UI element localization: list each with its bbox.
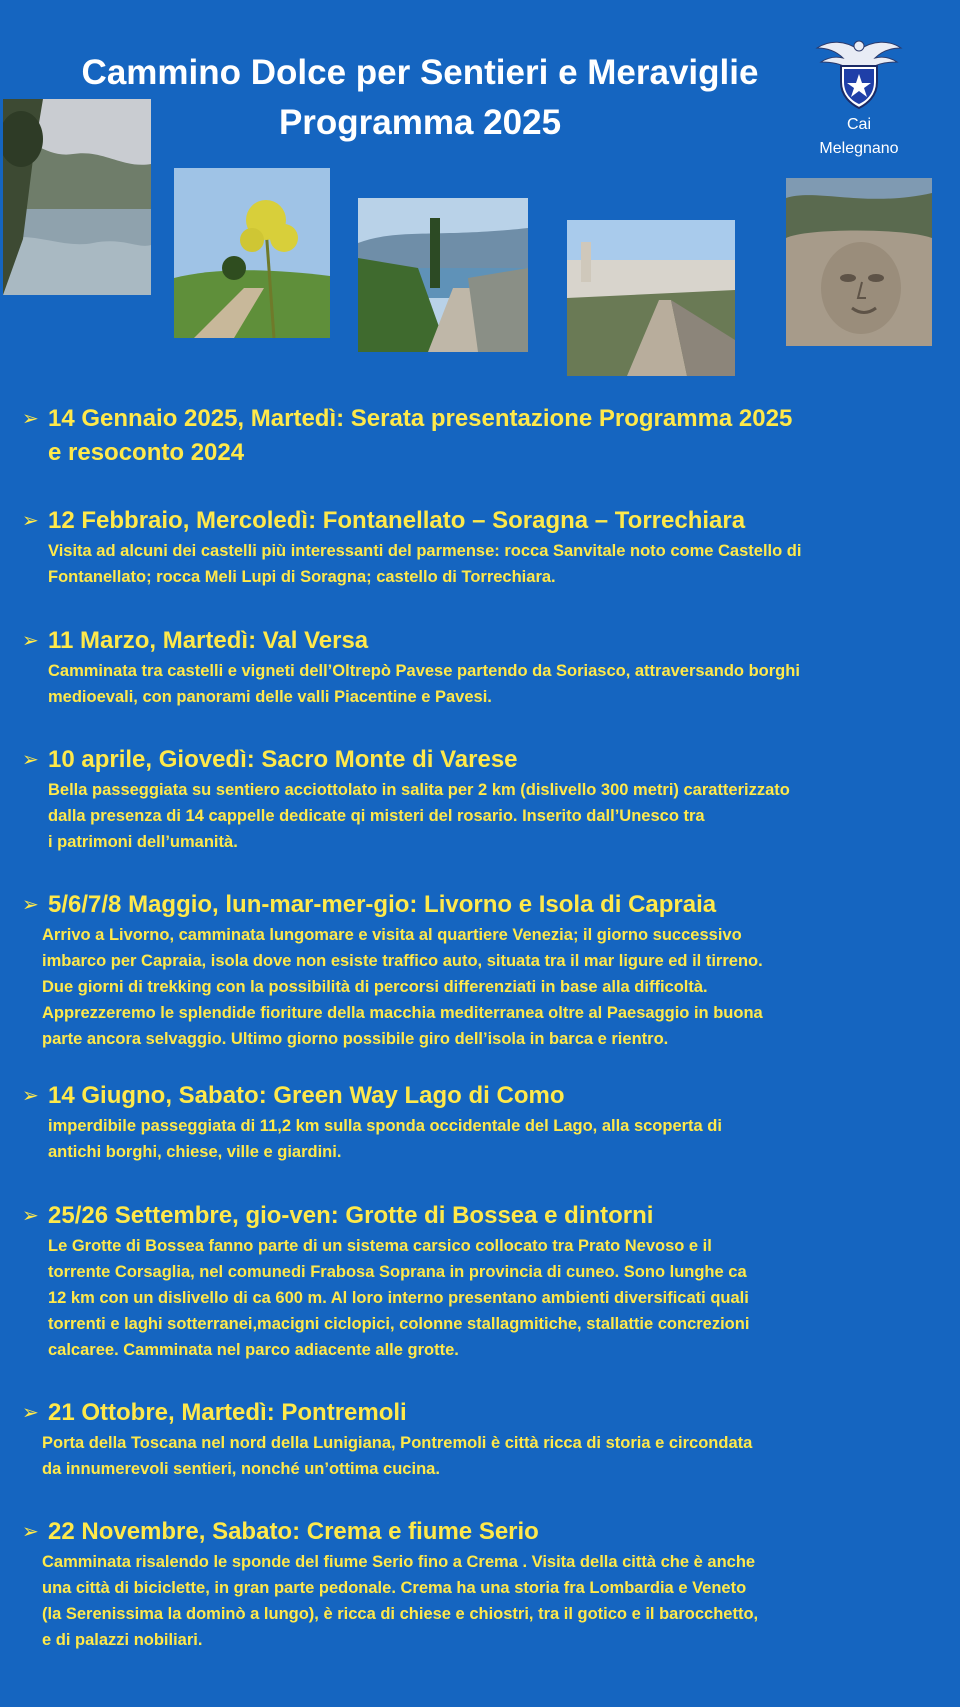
- photo-lake-path: [358, 198, 528, 352]
- event-item-giugno: [22, 1079, 942, 1165]
- event-description: Le Grotte di Bossea fanno parte di un sistema carsico collocato tra Prato Nevoso e il torrente Corsaglia, nel comunedi Frabosa Soprana in provincia di cuneo. Sono lunghe ca 12 km con un dislivello di ca 600 m. Al loro interno presentano ambienti diversificati quali torrenti e laghi sotterranei,macigni ciclopici, colonne stallagmitiche, stallattie concrezioni calcaree. Camminata nel parco adiacente alle grotte.: [48, 1237, 750, 1359]
- event-item-settembre: [22, 1199, 942, 1363]
- event-title: 14 Gennaio 2025, Martedì: Serata presentazione Programma 2025 e resoconto 2024: [48, 405, 793, 466]
- event-title: 10 aprile, Giovedì: Sacro Monte di Varese: [48, 746, 518, 773]
- event-item-maggio: [22, 888, 942, 1052]
- arrow-bullet-icon: ➢: [22, 1521, 39, 1543]
- arrow-bullet-icon: ➢: [22, 1085, 39, 1107]
- event-title: 22 Novembre, Sabato: Crema e fiume Serio: [48, 1518, 539, 1545]
- event-title: 5/6/7/8 Maggio, lun-mar-mer-gio: Livorno e Isola di Capraia: [48, 891, 717, 918]
- event-item-novembre: [22, 1515, 942, 1653]
- event-item-gennaio: [22, 402, 942, 470]
- event-description: Porta della Toscana nel nord della Lunigiana, Pontremoli è città ricca di storia e circondata da innumerevoli sentieri, nonché un’ottima cucina.: [42, 1434, 753, 1478]
- photo-stone-face: [786, 178, 932, 346]
- event-description: Camminata risalendo le sponde del fiume Serio fino a Crema . Visita della città che è anche una città di biciclette, in gran parte pedonale. Crema ha una storia fra Lombardia e Veneto (la Serenissima la dominò a lungo), è ricca di chiese e chiostri, tra il gotico e il barocchetto, e di palazzi nobiliari.: [42, 1553, 759, 1649]
- arrow-bullet-icon: ➢: [22, 894, 39, 916]
- event-description: Arrivo a Livorno, camminata lungomare e visita al quartiere Venezia; il giorno successivo imbarco per Capraia, isola dove non esiste traffico auto, situata tra il mar ligure ed il tirreno. Due giorni di trekking con la possibilità di percorsi differenziati in base alla difficoltà. Apprezzeremo le splendide fioriture della macchia mediterranea oltre al Paesaggio in buona parte ancora selvaggio. Ultimo giorno possibile giro dell’isola in barca e rientro.: [42, 926, 763, 1048]
- arrow-bullet-icon: ➢: [22, 749, 39, 771]
- event-description: Bella passeggiata su sentiero acciottolato in salita per 2 km (dislivello 300 metri) caratterizzato dalla presenza di 14 cappelle dedicate qi misteri del rosario. Inserito dall’Unesco tra i patrimoni dell’umanità.: [48, 781, 790, 851]
- arrow-bullet-icon: ➢: [22, 1205, 39, 1227]
- page-subtitle: Programma 2025: [278, 103, 562, 142]
- logo-text-cai: Cai: [846, 116, 871, 133]
- arrow-bullet-icon: ➢: [22, 1402, 39, 1424]
- event-description: Visita ad alcuni dei castelli più interessanti del parmense: rocca Sanvitale noto come Castello di Fontanellato; rocca Meli Lupi di Soragna; castello di Torrechiara.: [48, 542, 802, 586]
- logo-text-melegnano: Melegnano: [819, 139, 899, 157]
- event-item-aprile: [22, 743, 942, 855]
- cai-eagle-star-icon: [815, 36, 903, 112]
- event-title: 21 Ottobre, Martedì: Pontremoli: [48, 1399, 407, 1426]
- arrow-bullet-icon: ➢: [22, 630, 39, 652]
- event-title: 14 Giugno, Sabato: Green Way Lago di Como: [48, 1082, 565, 1109]
- photo-coast: [3, 99, 151, 295]
- event-item-ottobre: [22, 1396, 942, 1482]
- event-item-febbraio: [22, 504, 942, 590]
- event-description: imperdibile passeggiata di 11,2 km sulla sponda occidentale del Lago, alla scoperta di antichi borghi, chiese, ville e giardini.: [48, 1117, 722, 1161]
- arrow-bullet-icon: ➢: [22, 408, 39, 430]
- event-title: 11 Marzo, Martedì: Val Versa: [48, 627, 369, 654]
- event-description: Camminata tra castelli e vigneti dell’Oltrepò Pavese partendo da Soriasco, attraversando borghi medioevali, con panorami delle valli Piacentine e Pavesi.: [48, 662, 800, 706]
- page-title: Cammino Dolce per Sentieri e Meraviglie: [81, 53, 759, 92]
- photo-village-path: [567, 220, 735, 376]
- event-item-marzo: [22, 624, 942, 710]
- cai-logo: [800, 36, 918, 159]
- event-title: 25/26 Settembre, gio-ven: Grotte di Bossea e dintorni: [48, 1202, 654, 1229]
- arrow-bullet-icon: ➢: [22, 510, 39, 532]
- photo-path-flowers: [174, 168, 330, 338]
- event-title: 12 Febbraio, Mercoledì: Fontanellato – Soragna – Torrechiara: [48, 507, 746, 534]
